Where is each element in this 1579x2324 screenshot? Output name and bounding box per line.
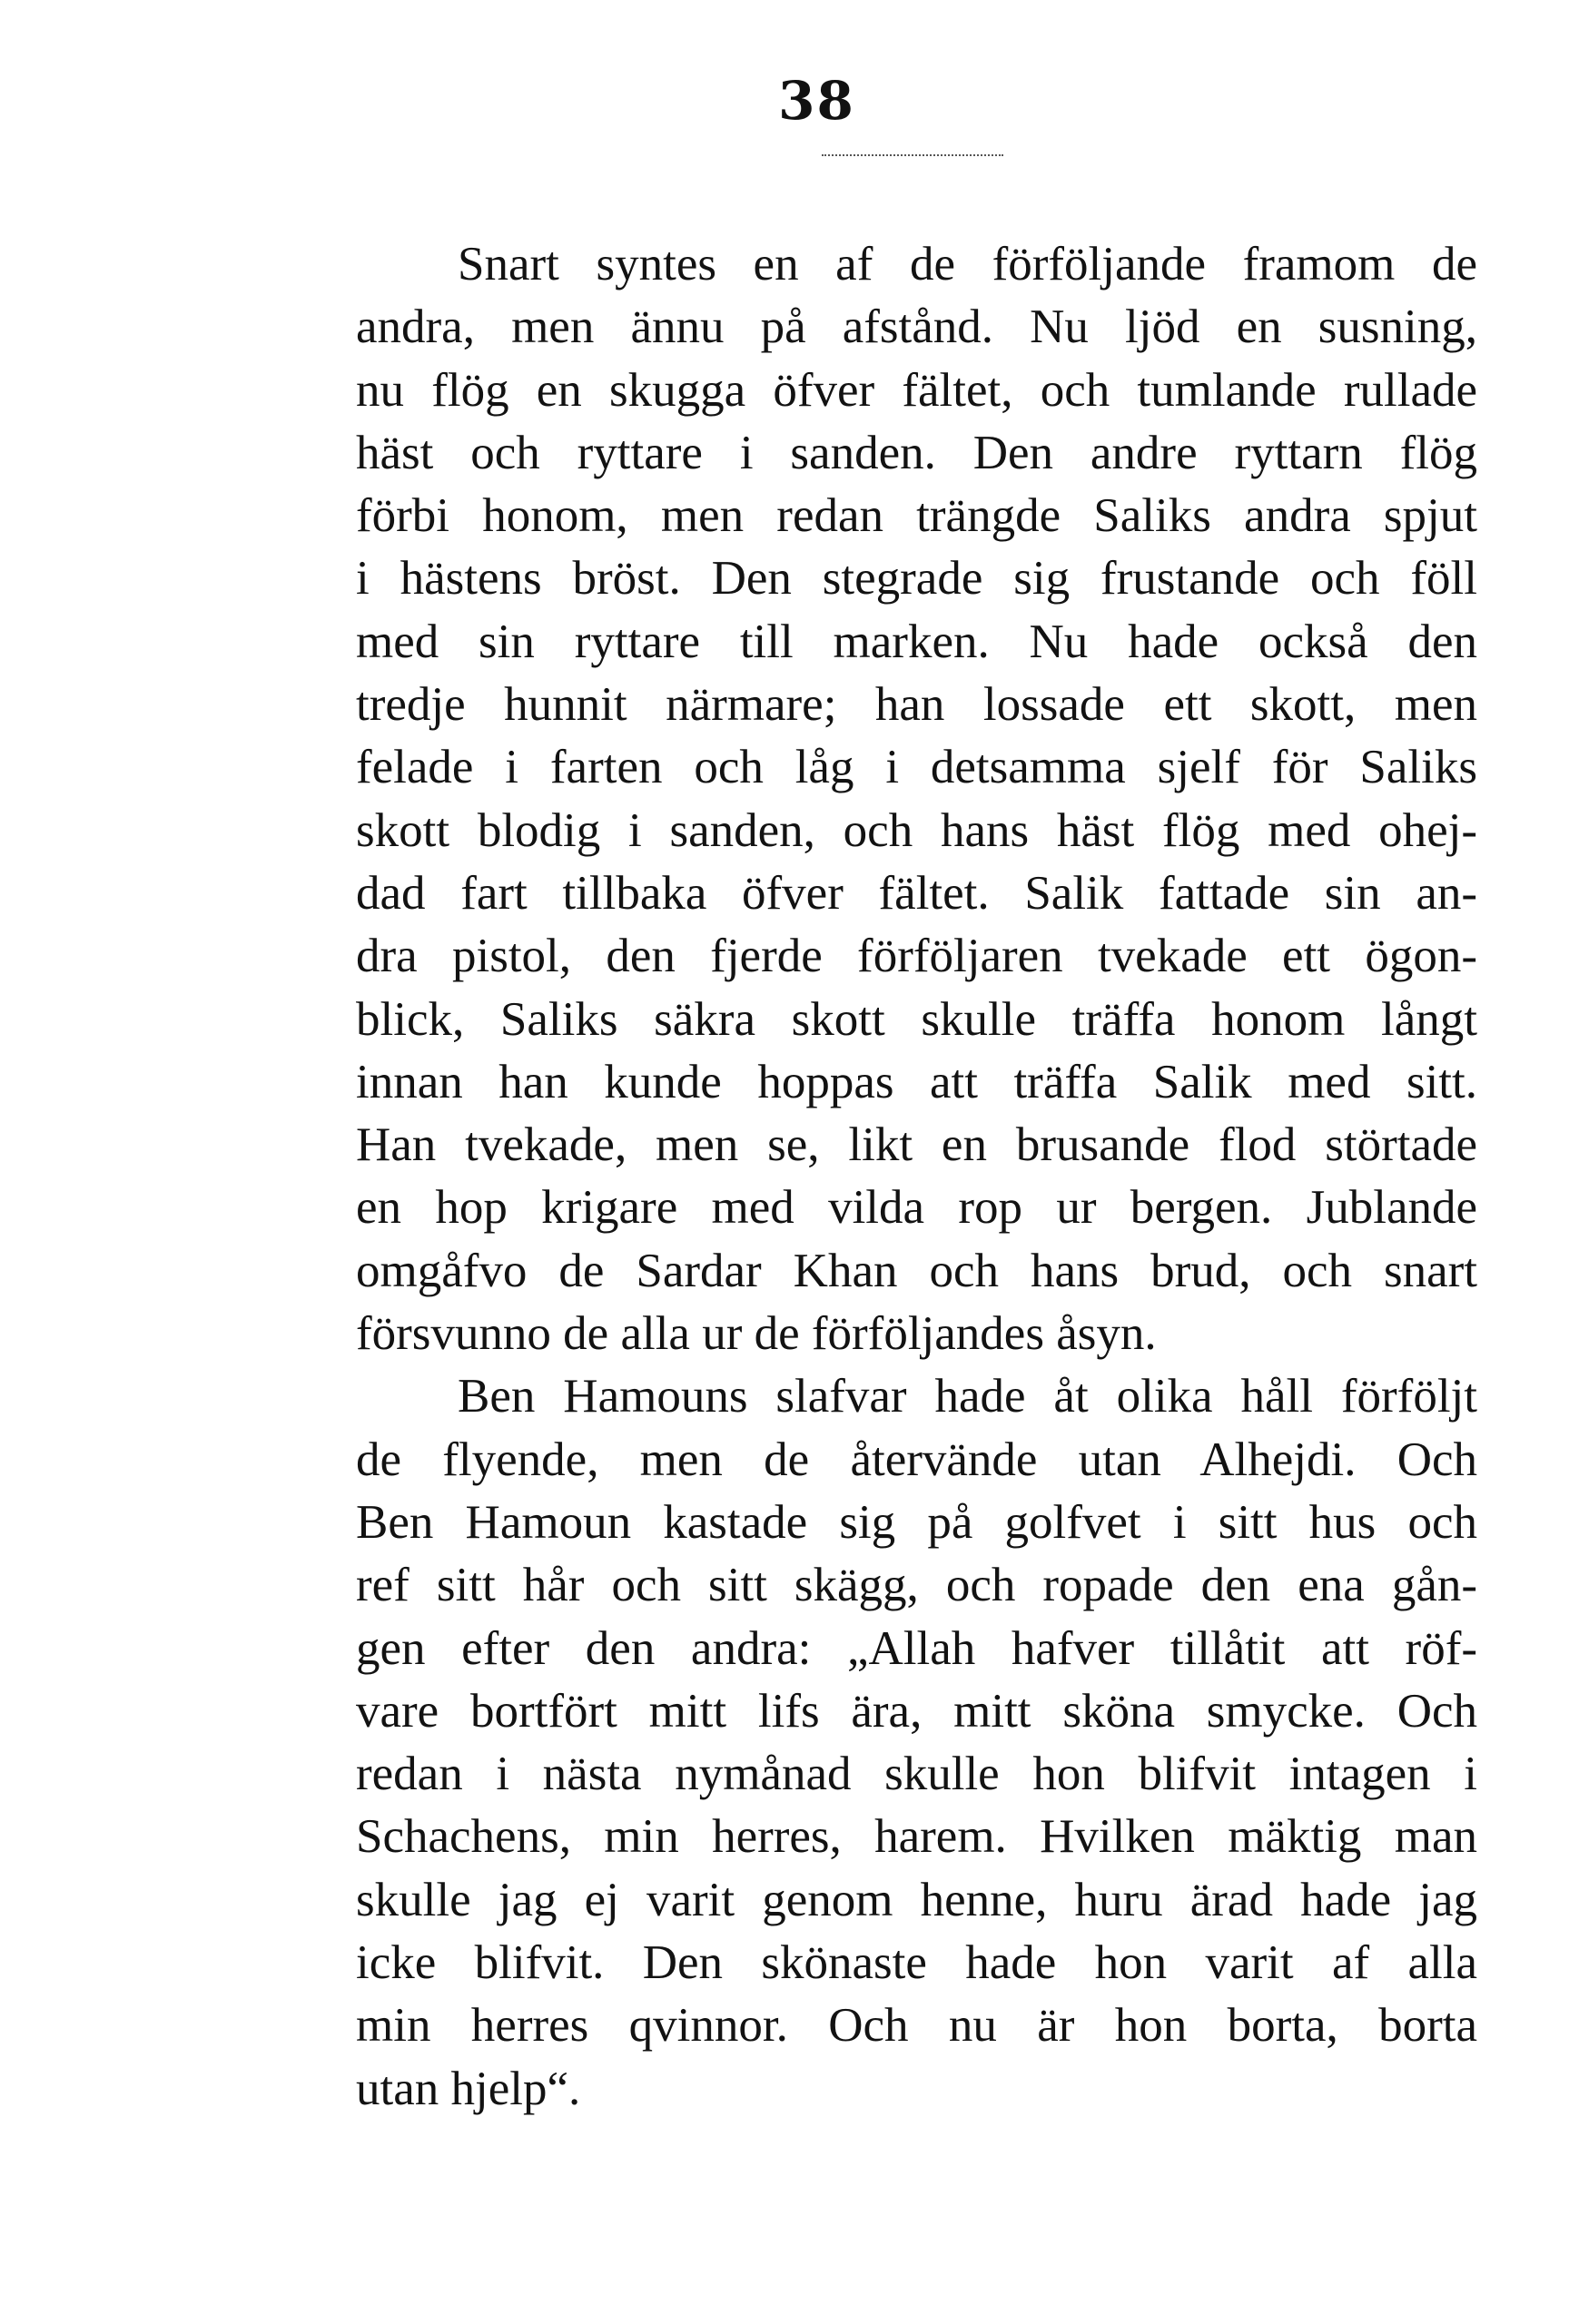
text-line: blick, Saliks säkra skott skulle träffa honom långt: [356, 992, 1477, 1046]
text-line: med sin ryttare till marken. Nu hade också den: [356, 615, 1477, 668]
paragraph-1: [356, 233, 1477, 1365]
page-number: 38: [778, 70, 855, 132]
header-rule: [822, 154, 1003, 156]
text-line: dad fart tillbaka öfver fältet. Salik fattade sin an-: [356, 866, 1477, 920]
text-line: skulle jag ej varit genom henne, huru ärad hade jag: [356, 1873, 1477, 1926]
text-line: i hästens bröst. Den stegrade sig frustande och föll: [356, 552, 1477, 606]
text-line: försvunno de alla ur de förföljandes åsyn.: [356, 1307, 1157, 1361]
text-line: innan han kunde hoppas att träffa Salik med sitt.: [356, 1055, 1477, 1108]
text-line: dra pistol, den fjerde förföljaren tvekade ett ögon-: [356, 930, 1477, 983]
text-line: nu flög en skugga öfver fältet, och tumlande rullade: [356, 363, 1477, 417]
text-line: tredje hunnit närmare; han lossade ett skott, men: [356, 678, 1477, 732]
text-line: vare bortfört mitt lifs ära, mitt sköna smycke. Och: [356, 1684, 1477, 1738]
text-line: skott blodig i sanden, och hans häst flög med ohej-: [356, 803, 1477, 857]
text-line: Schachens, min herres, harem. Hvilken mäktig man: [356, 1810, 1477, 1864]
text-line: Ben Hamoun kastade sig på golfvet i sitt hus och: [356, 1495, 1477, 1549]
text-line: en hop krigare med vilda rop ur bergen. Jublande: [356, 1181, 1477, 1235]
text-line: Han tvekade, men se, likt en brusande flod störtade: [356, 1118, 1477, 1172]
text-line: felade i farten och låg i detsamma sjelf för Saliks: [356, 741, 1477, 794]
text-line: andra, men ännu på afstånd. Nu ljöd en susning,: [356, 300, 1477, 354]
text-line: omgåfvo de Sardar Khan och hans brud, och snart: [356, 1244, 1477, 1297]
paragraph-2: [356, 1365, 1477, 2121]
text-line: förbi honom, men redan trängde Saliks andra spjut: [356, 489, 1477, 543]
text-line: icke blifvit. Den skönaste hade hon varit af alla: [356, 1936, 1477, 1990]
text-line: ref sitt hår och sitt skägg, och ropade den ena gån-: [356, 1559, 1477, 1612]
text-line: min herres qvinnor. Och nu är hon borta, borta: [356, 1999, 1477, 2053]
text-line: häst och ryttare i sanden. Den andre ryttarn flög: [356, 426, 1477, 479]
text-line: gen efter den andra: „Allah hafver tillåtit att röf-: [356, 1621, 1477, 1675]
text-line: de flyende, men de återvände utan Alhejdi. Och: [356, 1433, 1477, 1486]
body-text: [356, 233, 1477, 2121]
text-line: Ben Hamouns slafvar hade åt olika håll förföljt: [458, 1370, 1477, 1423]
text-line: redan i nästa nymånad skulle hon blifvit intagen i: [356, 1748, 1477, 1801]
text-line: Snart syntes en af de förföljande framom de: [458, 238, 1477, 290]
text-line: utan hjelp“.: [356, 2062, 581, 2115]
